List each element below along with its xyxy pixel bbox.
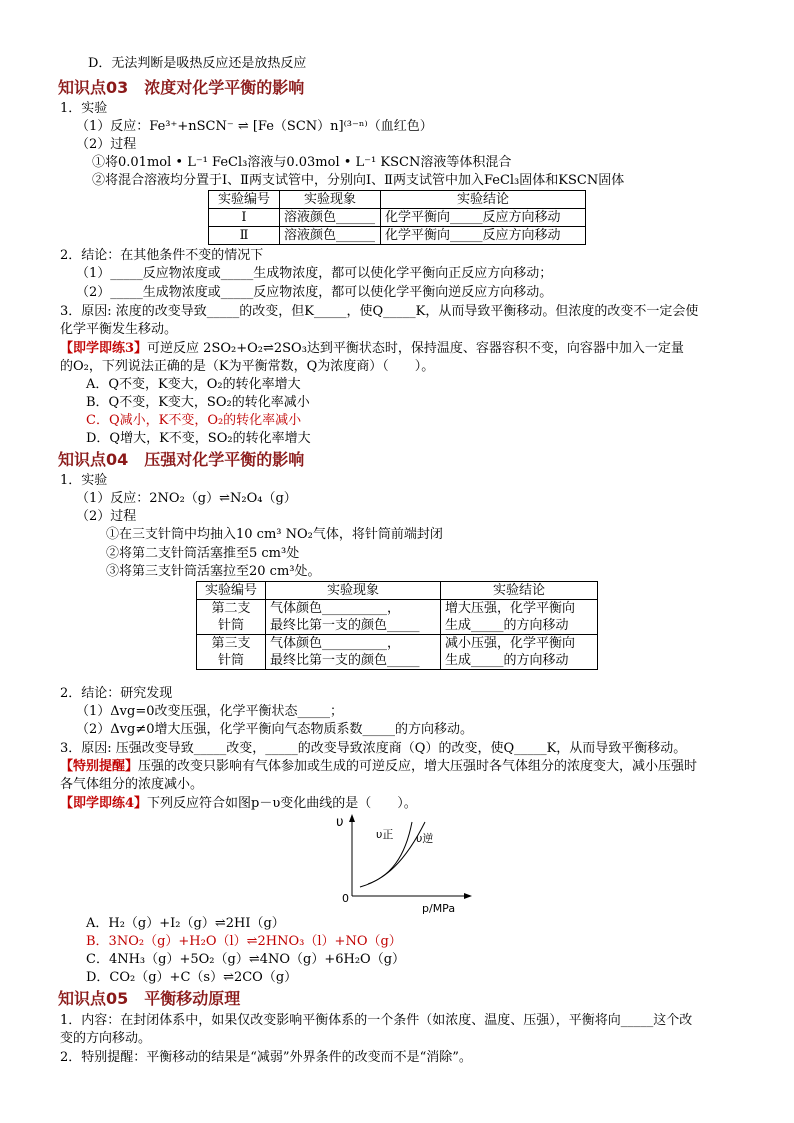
special-tip-tag: 【特别提醒】 (60, 759, 139, 774)
s4-reason: 3．原因: 压强改变导致_____改变，_____的改变导致浓度商（Q）的改变，使Q_____K，从而导致平衡移动。 (60, 741, 687, 756)
table-cell: 第三支 针筒 (197, 635, 266, 670)
practice-4-tag: 【即学即练4】 (60, 796, 148, 811)
s3-experiment-table (208, 190, 586, 245)
table-cell: 气体颜色__________， 最终比第一支的颜色_____ (266, 635, 441, 670)
s3-reason-line-2: 化学平衡发生移动。 (60, 322, 178, 337)
table-cell: 化学平衡向_____反应方向移动 (381, 227, 586, 245)
y-axis-arrow (349, 814, 355, 822)
table-row (209, 227, 586, 245)
practice-4-option-b-answer: B．3NO₂（g）+H₂O（l）⇌2HNO₃（l）+NO（g） (86, 934, 402, 949)
s4-line-1: 1．实验 (60, 473, 108, 488)
practice-3-question-2: 的O₂，下列说法正确的是（K为平衡常数，Q为浓度商）（ ）。 (60, 359, 435, 374)
practice-4-option-d: D．CO₂（g）+C（s）⇌2CO（g） (86, 970, 298, 985)
table-cell: 气体颜色__________， 最终比第一支的颜色_____ (266, 600, 441, 635)
table-row (197, 635, 598, 670)
s4-process: （2）过程 (76, 509, 137, 524)
table-cell: 第二支 针筒 (197, 600, 266, 635)
table-row (197, 600, 598, 635)
x-axis-label: p/MPa (422, 902, 456, 915)
s4-experiment-table (196, 581, 598, 670)
table-header-row (209, 191, 586, 209)
p-v-graph (330, 810, 480, 915)
table-header-cell: 实验现象 (280, 191, 381, 209)
s3-step-1: ①将0.01mol • L⁻¹ FeCl₃溶液与0.03mol • L⁻¹ KSCN溶液等体积混合 (92, 155, 512, 170)
practice-3-text: 可逆反应 2SO₂+O₂⇌2SO₃达到平衡状态时，保持温度、容器容积不变，向容器中加入一定量 (147, 341, 684, 356)
table-cell: 溶液颜色______ (280, 209, 381, 227)
s4-step-1: ①在三支针筒中均抽入10 cm³ NO₂气体，将针筒前端封闭 (106, 527, 443, 542)
table-cell: 增大压强，化学平衡向 生成_____的方向移动 (441, 600, 598, 635)
s4-conclusion-1: （1）Δvg=0改变压强，化学平衡状态_____； (76, 704, 343, 719)
table-cell: Ⅰ (209, 209, 280, 227)
table-cell: 化学平衡向_____反应方向移动 (381, 209, 586, 227)
table-header-cell: 实验编号 (197, 582, 266, 600)
special-tip (60, 758, 697, 775)
table-header-cell: 实验结论 (441, 582, 598, 600)
table-header-row (197, 582, 598, 600)
origin-label: 0 (342, 892, 349, 905)
s3-conclusion: 2．结论：在其他条件不变的情况下 (60, 248, 264, 263)
heading-knowledge-05: 知识点05 平衡移动原理 (58, 989, 241, 1008)
s3-conclusion-1: （1）_____反应物浓度或_____生成物浓度，都可以使化学平衡向正反应方向移动； (76, 266, 553, 281)
s5-line-2: 变的方向移动。 (60, 1031, 152, 1046)
s4-step-2: ②将第二支针筒活塞推至5 cm³处 (106, 546, 300, 561)
practice-3-option-d: D．Q增大，K不变，SO₂的转化率增大 (86, 431, 311, 446)
s5-line-1: 1．内容：在封闭体系中，如果仅改变影响平衡体系的一个条件（如浓度、温度、压强），平衡将向_____这个改 (60, 1013, 693, 1028)
table-header-cell: 实验结论 (381, 191, 586, 209)
practice-3-question (60, 340, 684, 357)
table-cell: Ⅱ (209, 227, 280, 245)
table-header-cell: 实验编号 (209, 191, 280, 209)
heading-knowledge-04: 知识点04 压强对化学平衡的影响 (58, 450, 305, 469)
special-tip-text: 压强的改变只影响有气体参加或生成的可逆反应，增大压强时各气体组分的浓度变大，减小压强时 (138, 759, 698, 774)
s5-line-3: 2．特别提醒：平衡移动的结果是“减弱”外界条件的改变而不是“消除”。 (60, 1050, 472, 1065)
s3-step-2: ②将混合溶液均分置于Ⅰ、Ⅱ两支试管中，分别向Ⅰ、Ⅱ两支试管中加入FeCl₃固体和KSCN固体 (92, 173, 625, 188)
s3-conclusion-2: （2）_____生成物浓度或_____反应物浓度，都可以使化学平衡向逆反应方向移动。 (76, 285, 553, 300)
x-axis-arrow (464, 893, 472, 899)
heading-knowledge-03: 知识点03 浓度对化学平衡的影响 (58, 78, 305, 97)
curve-label-reverse: υ逆 (416, 832, 434, 845)
s3-reason-line-1: 3．原因: 浓度的改变导致_____的改变，但K_____，使Q_____K，从而导致平衡移动。但浓度的改变不一定会使 (60, 304, 699, 319)
curve-label-forward: υ正 (376, 828, 394, 841)
practice-4-option-c: C．4NH₃（g）+5O₂（g）⇌4NO（g）+6H₂O（g） (86, 952, 406, 967)
s4-reaction: （1）反应：2NO₂（g）⇌N₂O₄（g） (76, 491, 297, 506)
practice-3-tag: 【即学即练3】 (60, 341, 148, 356)
s3-reaction: （1）反应：Fe³⁺+nSCN⁻ ⇌ [Fe（SCN）n]⁽³⁻ⁿ⁾（血红色） (76, 119, 433, 134)
practice-3-option-c-answer: C．Q减小，K不变，O₂的转化率减小 (86, 413, 302, 428)
table-header-cell: 实验现象 (266, 582, 441, 600)
y-axis-label: υ (336, 815, 344, 830)
practice-3-option-b: B．Q不变，K变大，SO₂的转化率减小 (86, 395, 310, 410)
special-tip-line-2: 各气体组分的浓度减小。 (60, 777, 204, 792)
s3-line-1: 1．实验 (60, 101, 108, 116)
s3-process: （2）过程 (76, 137, 137, 152)
table-row (209, 209, 586, 227)
s4-conclusion: 2．结论：研究发现 (60, 686, 173, 701)
s4-conclusion-2: （2）Δvg≠0增大压强，化学平衡向气态物质系数_____的方向移动。 (76, 722, 473, 737)
practice-3-option-a: A．Q不变，K变大，O₂的转化率增大 (86, 377, 301, 392)
table-cell: 减小压强，化学平衡向 生成_____的方向移动 (441, 635, 598, 670)
practice-4-text: 下列反应符合如图p－υ变化曲线的是（ ）。 (147, 796, 417, 811)
practice-4-option-a: A．H₂（g）+I₂（g）⇌2HI（g） (86, 916, 285, 931)
option-d-previous: D．无法判断是吸热反应还是放热反应 (88, 56, 307, 71)
table-cell: 溶液颜色______ (280, 227, 381, 245)
s4-step-3: ③将第三支针筒活塞拉至20 cm³处。 (106, 564, 321, 579)
